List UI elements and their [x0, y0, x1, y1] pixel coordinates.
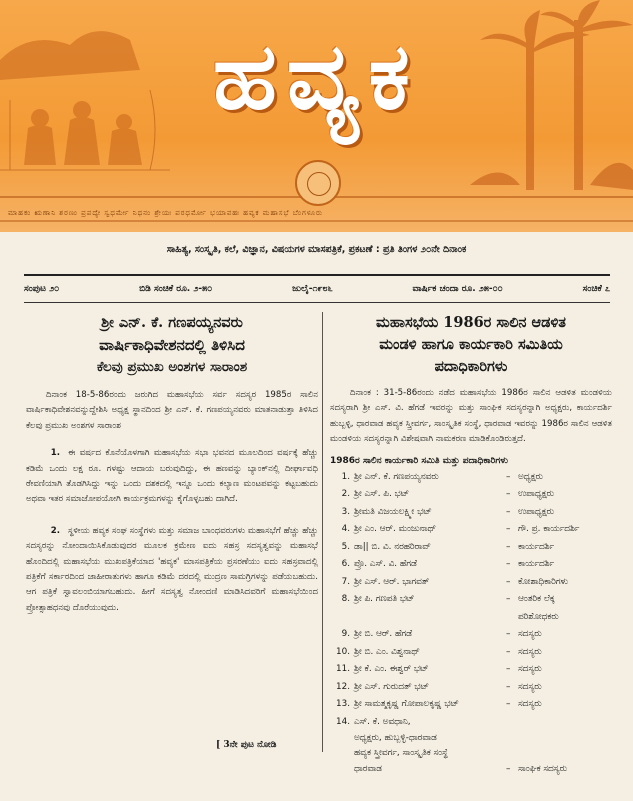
point-number: 1.: [50, 448, 60, 459]
point-number: 2.: [50, 525, 60, 536]
officer-row: [330, 626, 612, 644]
officer-role: ಸದಸ್ಯರು: [518, 681, 542, 692]
issue-date: ಜುಲೈ-೧೯೮೬: [292, 284, 333, 294]
dash: –: [506, 699, 511, 710]
officer-role: ಸದಸ್ಯರು: [518, 664, 542, 675]
officer-name: ಶ್ರೀ ಬಿ. ಆರ್. ಹೆಗಡೆ: [354, 629, 413, 640]
dash: [506, 609, 518, 627]
dash: –: [506, 681, 511, 692]
issue-number: ಸಂಚಿಕೆ ೭: [582, 284, 610, 294]
emblem-seal-icon: [295, 160, 341, 206]
officer-name: ಶ್ರೀ ಎಸ್. ಆರ್. ಭಾಗವತ್: [354, 576, 430, 587]
masthead: [0, 0, 633, 232]
point-text: ಈ ವರ್ಷದ ಕೊನೆಯೊಳಗಾಗಿ ಮಹಾಸಭೆಯ ಸಭಾ ಭವನದ ಮೂಲದಿಂದ ವರ್ಷಕ್ಕೆ ಹೆಚ್ಚು ಕಡಿಮೆ ಒಂದು ಲಕ್ಷ ರೂ. ಗಳಷ್ಟು ಆದಾಯ ಬರುವುದಿದ್ದು, ಈ ಹಣವನ್ನು ಬ್ಯಾಂಕ್‌ನಲ್ಲಿ ದೀರ್ಘಾವಧಿ ಠೇವಣಿಯಾಗಿ ತೊಡಗಿಸಿದ್ದು ಇನ್ನು ಒಂದು ದಶಕದಲ್ಲಿ ಇನ್ನೂ ಒಂದು ಕಲ್ಯಾಣ ಮಂಟಪವನ್ನು ಕಟ್ಟಬಹುದು ಅಥವಾ ಇತರ ಸಮಾಜೋಪಯೋಗಿ ಕಾರ್ಯಕ್ರಮಗಳನ್ನು ಕೈಗೊಳ್ಳಬಹು ದಾಗಿದೆ.: [26, 448, 318, 505]
dash: –: [506, 646, 511, 657]
dash: –: [506, 664, 511, 675]
issue-price: ಬಿಡಿ ಸಂಚಿಕೆ ರೂ. ೨-೫೦: [139, 284, 213, 294]
officer-role: ಅಧ್ಯಕ್ಷರು: [518, 471, 543, 482]
dash: –: [506, 471, 511, 482]
officer-role: ಆಂತರಿಕ ಲೆಕ್ಕ: [518, 594, 555, 605]
headline-line: ಶ್ರೀ ಎನ್. ಕೆ. ಗಣಪಯ್ಯನವರು: [101, 314, 243, 331]
left-article: [26, 312, 318, 616]
officer-name: ಶ್ರೀ ಎಸ್. ಗುರುದತ್ ಭಟ್: [354, 681, 429, 692]
divider: [24, 302, 610, 303]
officer-name: ಶ್ರೀ ಪಿ. ಗಣಪತಿ ಭಟ್: [354, 594, 415, 605]
headline-line: ಮಂಡಳಿ ಹಾಗೂ ಕಾರ್ಯಕಾರಿ ಸಮಿತಿಯ: [379, 336, 563, 353]
dash: –: [506, 524, 511, 535]
officer-extra-place: ಧಾರವಾಡ: [354, 764, 382, 775]
officer-number: 9.: [341, 629, 350, 640]
masthead-strip: ಮಾಹಕಂ ಋಣಾನಿ ಶರಣಂ ಪ್ರಪದ್ಯೇ ಸ್ವಧರ್ಮೇ ನಿಧನಂ ಶ್ರೇಯಃ ಪರಧರ್ಮೋ ಭಯಾವಹಃ ಹವ್ಯಕ ಮಹಾಸಭೆ ಬೆಂಗಳೂರು: [8, 209, 323, 217]
officer-name: ಪ್ರೊ. ಎಸ್. ವಿ. ಹೆಗಡೆ: [354, 559, 417, 570]
officer-role: ಕಾರ್ಯದರ್ಶಿ: [518, 559, 555, 570]
officer-number: 11.: [336, 664, 350, 675]
officer-role: ಸದಸ್ಯರು: [518, 699, 542, 710]
officer-name: ಶ್ರೀ ಕೆ. ಎಂ. ಈಶ್ವರ್ ಭಟ್: [354, 664, 429, 675]
issue-subscription: ವಾರ್ಷಿಕ ಚಂದಾ ರೂ. ೨೫-೦೦: [412, 284, 503, 294]
headline-line: ವಾರ್ಷಿಕಾಧಿವೇಶನದಲ್ಲಿ ತಿಳಿಸಿದ: [99, 336, 245, 354]
officer-name: ಶ್ರೀ ಎನ್. ಕೆ. ಗಣಪಯ್ಯನವರು: [354, 471, 439, 482]
left-intro: ದಿನಾಂಕ 18-5-86ರಂದು ಜರುಗಿದ ಮಹಾಸಭೆಯ ಸರ್ವ ಸದಸ್ಯರ 1985ರ ಸಾಲಿನ ವಾರ್ಷಿಕಾಧಿವೇಶನವನ್ನುದ್ದೇಶಿಸಿ ಅಧ್ಯಕ್ಷ ಸ್ಥಾನದಿಂದ ಶ್ರೀ ಎನ್. ಕೆ. ಗಣಪಯ್ಯನವರು ಮಾತನಾಡುತ್ತಾ ತಿಳಿಸಿದ ಕೆಲವು ಪ್ರಮುಖ ಅಂಶಗಳ ಸಾರಾಂಶ: [26, 390, 318, 431]
officer-name: ಶ್ರೀ ಎಂ. ಆರ್. ಮಂಜುನಾಥ್: [354, 524, 437, 535]
officer-row: [330, 609, 612, 627]
dash: –: [506, 629, 511, 640]
officer-name: ಶ್ರೀ ಸಾಮತ್ಮಕೃಷ್ಣ ಗೋಪಾಲಕೃಷ್ಣ ಭಟ್: [354, 699, 459, 710]
dash: –: [506, 506, 511, 517]
officer-name: ಶ್ರೀ ಬಿ. ಎಂ. ವಿಶ್ವನಾಥ್: [354, 646, 420, 657]
officer-number: 4.: [341, 524, 350, 535]
officer-row: [330, 696, 612, 714]
officer-extra-row: [330, 761, 612, 779]
continued-on-page-3: [ 3ನೇ ಪುಟ ನೋಡಿ: [216, 740, 277, 750]
headline-line: ಕೆಲವು ಪ್ರಮುಖ ಅಂಶಗಳ ಸಾರಾಂಶ: [96, 359, 248, 375]
officer-role: ಕಾರ್ಯದರ್ಶಿ: [518, 541, 555, 552]
divider: [24, 274, 610, 276]
officer-row: [330, 539, 612, 557]
officer-row: [330, 521, 612, 539]
officer-row: [330, 486, 612, 504]
officers-list-heading: 1986ರ ಸಾಲಿನ ಕಾರ್ಯಕಾರಿ ಸಮಿತಿ ಮತ್ತು ಪದಾಧಿಕಾರಿಗಳು: [330, 455, 508, 466]
officer-name: ಡಾ|| ಬಿ. ವಿ. ನರಹರಿರಾವ್: [354, 541, 431, 552]
officer-number: [330, 609, 354, 627]
dash: –: [506, 489, 511, 500]
officer-number: 10.: [336, 646, 350, 657]
officer-row: [330, 679, 612, 697]
officer-role: ಉಪಾಧ್ಯಕ್ಷರು: [518, 506, 555, 517]
officer-number: 8.: [341, 594, 350, 605]
dash: –: [506, 594, 511, 605]
officer-number: 1.: [341, 471, 350, 482]
column-divider: [322, 312, 323, 752]
officer-name: [354, 609, 506, 627]
right-intro: ದಿನಾಂಕ : 31-5-86ರಂದು ನಡೆದ ಮಹಾಸಭೆಯ 1986ರ ಸಾಲಿನ ಆಡಳಿತ ಮಂಡಳಿಯ ಸದಸ್ಯರಾಗಿ ಶ್ರೀ ಎಸ್. ವಿ. ಹೆಗಡೆ ಇವರನ್ನು ಮತ್ತು ಸಾಂಘಿಕ ಸದಸ್ಯರನ್ನಾಗಿ ಅಧ್ಯಕ್ಷರು, ಕಾರ್ಯದರ್ಶಿ ಹುಬ್ಬಳ್ಳಿ, ಧಾರವಾಡ ಹವ್ಯಕ ಸ್ತ್ರೀವರ್ಗ, ಸಾಂಸ್ಕೃತಿಕ ಸಂಸ್ಥೆ, ಧಾರವಾಡ ಇವರನ್ನು 1986ರ ಸಾಲಿನ ಆಡಳಿತ ಮಂಡಳಿಯ ಸದಸ್ಯರನ್ನಾಗಿ ವಿಶೇಷವಾಗಿ ನಾಮಕರಣ ಮಾಡಿಕೊಂಡಿರುತ್ತದೆ.: [330, 388, 612, 445]
dash: –: [506, 764, 511, 775]
dash: –: [506, 576, 511, 587]
officer-role: ಉಪಾಧ್ಯಕ್ಷರು: [518, 489, 555, 500]
officer-name: ಶ್ರೀ ಎಸ್. ಪಿ. ಭಟ್: [354, 489, 410, 500]
issue-info-row: [24, 284, 610, 300]
officer-role: ಕೋಶಾಧಿಕಾರಿಗಳು: [518, 576, 569, 587]
officer-number: 14.: [336, 716, 350, 727]
dash: –: [506, 559, 511, 570]
dash: –: [506, 541, 511, 552]
headline-line: ಪದಾಧಿಕಾರಿಗಳು: [434, 358, 508, 375]
point-paragraph: [26, 524, 318, 616]
officer-name: ಎಸ್. ಕೆ. ಅವಧಾನಿ,: [354, 716, 411, 727]
officer-row: [330, 644, 612, 662]
officers-list: [330, 469, 612, 732]
officer-role: ಗೌ. ಪ್ರ. ಕಾರ್ಯದರ್ಶಿ: [518, 524, 580, 535]
officer-row: [330, 661, 612, 679]
point-text: ಸ್ಥಳೀಯ ಹವ್ಯಕ ಸಂಘ ಸಂಸ್ಥೆಗಳು ಮತ್ತು ಸಮಾಜ ಬಾಂಧವರುಗಳು ಮಹಾಸಭೆಗೆ ಹೆಚ್ಚು ಹೆಚ್ಚು ಸದಸ್ಯರನ್ನು ನೋಂದಾಯಿಸಿಕೊಡುವುದರ ಮೂಲಕ ಕ್ರಮೇಣ ಐದು ಸಹಸ್ರ ಸದಸ್ಯತ್ವವನ್ನು ಮಹಾಸಭೆ ಹೊಂದಿದಲ್ಲಿ ಮಹಾಸಭೆಯ ಮುಖಪತ್ರಿಕೆಯಾದ 'ಹವ್ಯಕ' ಮಾಸಪತ್ರಿಕೆಯ ಪ್ರಸರಣೆಯು ಐದು ಸಹಸ್ರವಾದಲ್ಲಿ ಪತ್ರಿಕೆಗೆ ಸರ್ಕಾರದಿಂದ ಜಾಹೀರಾತುಗಳು ಹಾಗೂ ಕಡಿಮೆ ದರದಲ್ಲಿ ಮುದ್ರಣ ಸಾಮಗ್ರಿಗಳನ್ನು ಪಡೆಯಬಹುದು. ಆಗ ಪತ್ರಿಕೆ ಸ್ವಾವಲಂಬಿಯಾಗಬಹುದು. ಹೀಗೆ ಸದಸ್ಯತ್ವ ನೋಂದಣಿ ಮಾಡಿಸಿದವರಿಗೆ ಮಹಾಸಭೆಯಿಂದ ಪ್ರೋತ್ಸಾಹಧನವು ದೊರೆಯುವುದು.: [26, 525, 318, 613]
right-headline: [330, 312, 612, 378]
officer-role: ಸದಸ್ಯರು: [518, 646, 542, 657]
officer-row: [330, 556, 612, 574]
headline-line: ಮಹಾಸಭೆಯ 1986ರ ಸಾಲಿನ ಆಡಳಿತ: [376, 314, 566, 331]
officer-number: 12.: [336, 681, 350, 692]
issue-volume: ಸಂಪುಟ ೨೦: [24, 284, 60, 294]
point-paragraph: [26, 446, 318, 508]
officer-extra-role: ಸಾಂಘಿಕ ಸದಸ್ಯರು: [518, 764, 568, 775]
officer-number: 13.: [336, 699, 350, 710]
officer-row: [330, 469, 612, 487]
dash: [506, 714, 518, 732]
officer-role: ಸದಸ್ಯರು: [518, 629, 542, 640]
officer-extra-line: ಅಧ್ಯಕ್ಷರು, ಹುಬ್ಬಳ್ಳಿ-ಧಾರವಾಡ: [354, 733, 437, 744]
officer-number: 7.: [341, 576, 350, 587]
right-article: [330, 312, 612, 779]
officer-row: [330, 504, 612, 522]
officer-number: 3.: [341, 506, 350, 517]
officer-row: [330, 574, 612, 592]
masthead-title: ಹವ್ಯಕ: [213, 22, 420, 130]
officer-number: 5.: [341, 541, 350, 552]
officer-row: [330, 714, 612, 732]
officer-name: ಶ್ರೀಮತಿ ವಿಜಯಲಕ್ಷ್ಮೀ ಭಟ್: [354, 506, 432, 517]
officer-extra-line: ಹವ್ಯಕ ಸ್ತ್ರೀವರ್ಗ, ಸಾಂಸ್ಕೃತಿಕ ಸಂಸ್ಥೆ: [354, 748, 448, 759]
officer-role: ಪರಿಶೋಧಕರು: [518, 611, 559, 622]
officer-row: [330, 591, 612, 609]
officer-number: 6.: [341, 559, 350, 570]
officer-role: [518, 714, 612, 732]
officer-number: 2.: [341, 489, 350, 500]
left-headline: [26, 312, 318, 378]
tagline: ಸಾಹಿತ್ಯ, ಸಂಸ್ಕೃತಿ, ಕಲೆ, ವಿಜ್ಞಾನ, ವಿಷಯಗಳ ಮಾಸಪತ್ರಿಕೆ, ಪ್ರಕಟಣೆ : ಪ್ರತಿ ತಿಂಗಳ ೨೦ನೇ ದಿನಾಂಕ: [166, 244, 467, 255]
